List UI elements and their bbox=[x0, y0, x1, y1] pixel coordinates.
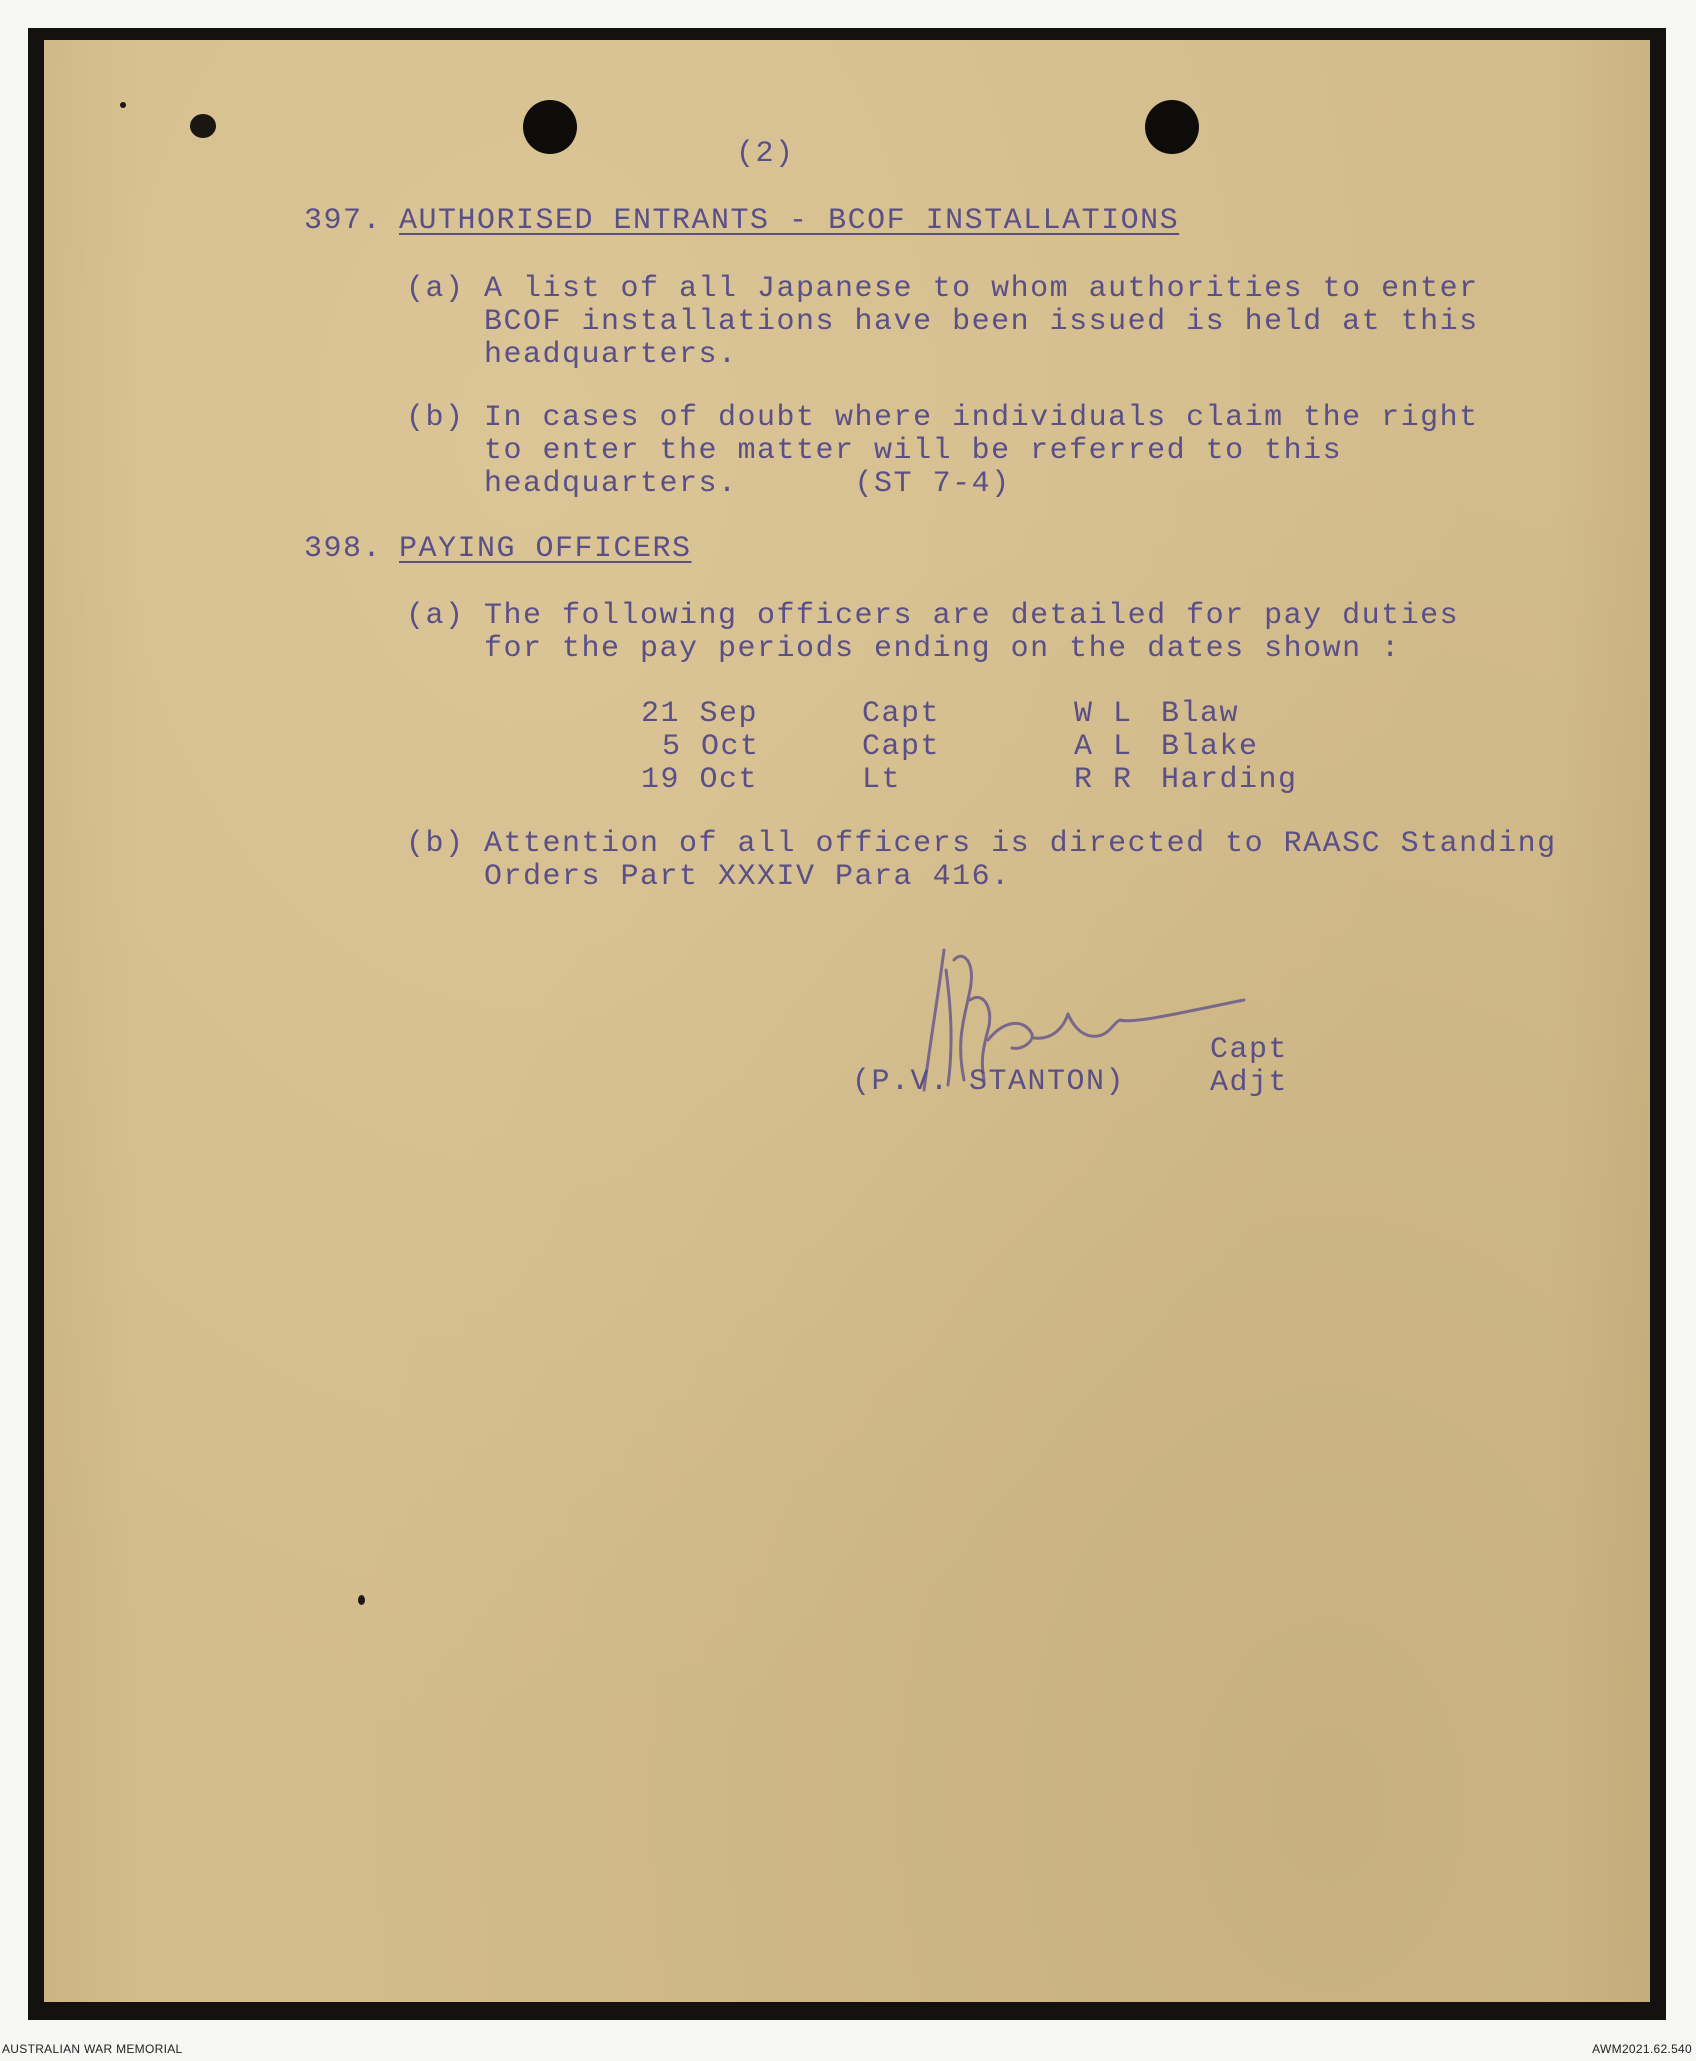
officer-rank: Capt bbox=[862, 697, 941, 731]
signatory-appointment: Adjt bbox=[1210, 1066, 1289, 1100]
page-number: (2) bbox=[736, 137, 795, 171]
officer-date: 19 Oct bbox=[641, 763, 759, 797]
section-397-a-marker: (a) bbox=[406, 272, 465, 306]
officer-initials: R R bbox=[1074, 763, 1133, 797]
document-page bbox=[44, 40, 1650, 2002]
handwritten-signature bbox=[884, 930, 1324, 1130]
section-398-b-line: Attention of all officers is directed to RAASC Standing bbox=[484, 827, 1557, 861]
section-397-b-line: to enter the matter will be referred to this bbox=[484, 434, 1343, 468]
section-398-heading: PAYING OFFICERS bbox=[399, 532, 692, 566]
section-397-a-line: A list of all Japanese to whom authorities to enter bbox=[484, 272, 1479, 306]
section-398-a-line: The following officers are detailed for pay duties bbox=[484, 599, 1460, 633]
officer-date: 5 Oct bbox=[662, 730, 760, 764]
section-397-a-line: BCOF installations have been issued is held at this bbox=[484, 305, 1479, 339]
ink-speck bbox=[120, 102, 126, 108]
officer-initials: W L bbox=[1074, 697, 1133, 731]
punch-hole-right bbox=[1145, 100, 1199, 154]
section-398-a-line: for the pay periods ending on the dates shown : bbox=[484, 632, 1401, 666]
section-397-a-line: headquarters. bbox=[484, 338, 738, 372]
section-398-b-marker: (b) bbox=[406, 827, 465, 861]
section-398-number: 398. bbox=[304, 532, 383, 566]
section-397-heading: AUTHORISED ENTRANTS - BCOF INSTALLATIONS bbox=[399, 204, 1180, 238]
officer-name: Harding bbox=[1161, 763, 1298, 797]
officer-date: 21 Sep bbox=[641, 697, 759, 731]
section-397-b-line: In cases of doubt where individuals claim the right bbox=[484, 401, 1479, 435]
officer-initials: A L bbox=[1074, 730, 1133, 764]
punch-hole-left bbox=[523, 100, 577, 154]
section-397-b-line: headquarters. (ST 7-4) bbox=[484, 467, 1011, 501]
signatory-rank: Capt bbox=[1210, 1033, 1289, 1067]
footer-archive-name: AUSTRALIAN WAR MEMORIAL bbox=[2, 2042, 183, 2056]
ink-speck bbox=[358, 1595, 365, 1605]
officer-name: Blake bbox=[1161, 730, 1259, 764]
section-397-b-marker: (b) bbox=[406, 401, 465, 435]
ink-blot bbox=[190, 114, 216, 138]
signatory-name: (P.V. STANTON) bbox=[852, 1065, 1126, 1099]
officer-rank: Lt bbox=[862, 763, 902, 797]
officer-name: Blaw bbox=[1161, 697, 1240, 731]
section-398-a-marker: (a) bbox=[406, 599, 465, 633]
footer-accession-number: AWM2021.62.540 bbox=[1592, 2042, 1692, 2056]
officer-rank: Capt bbox=[862, 730, 941, 764]
section-398-b-line: Orders Part XXXIV Para 416. bbox=[484, 860, 1011, 894]
section-397-number: 397. bbox=[304, 204, 383, 238]
